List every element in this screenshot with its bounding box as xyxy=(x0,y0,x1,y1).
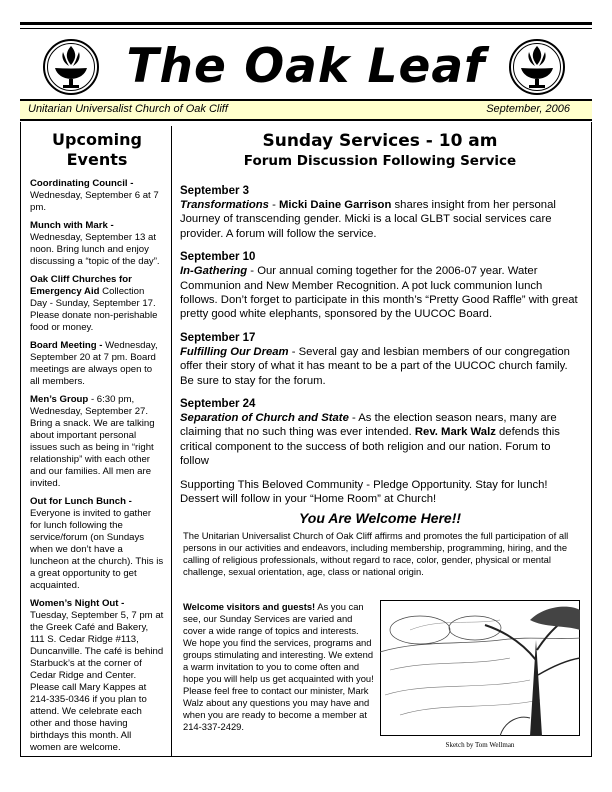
event-title: Coordinating Council - xyxy=(30,178,134,189)
event-title: Women’s Night Out - xyxy=(30,598,125,609)
visitors-lead: Welcome visitors and guests! xyxy=(183,601,316,612)
service-title: In-Gathering xyxy=(180,265,248,278)
service-date: September 17 xyxy=(180,331,256,344)
service-description xyxy=(180,198,580,241)
service-description xyxy=(180,264,580,322)
service-description xyxy=(180,345,580,388)
issue-date: September, 2006 xyxy=(486,103,570,115)
event-item xyxy=(30,178,164,214)
service-entry xyxy=(180,184,580,241)
service-description xyxy=(180,411,580,469)
visitors-text: As you can see, our Sunday Services are varied and cover a wide range of topics and interests. We hope you find the services, programs and groups stimulating and interesting. We extend a warm invitation to you to come often and hope you will help us get acquainted with you! Please feel free to contact our minister, Mark Walz about any questions you may have and when you are ready to become a member at 214-337-2429. xyxy=(183,601,374,732)
welcome-statement: The Unitarian Universalist Church of Oak Cliff affirms and promotes the full participation of all persons in our activities and endeavors, including membership, programming, hiring, and the calling of religious professionals, without regard to race, color, gender, physical or mental challenge, sexual orientation, age, class or national origin. xyxy=(183,530,569,577)
event-item xyxy=(30,496,164,592)
sunday-services-section xyxy=(180,130,580,507)
issue-banner xyxy=(20,99,592,121)
event-details: Tuesday, September 5, 7 pm at the Greek Café and Bakery, 111 S. Cedar Ridge #113, Duncanville. The café is behind Starbuck’s at the corner of Cedar Ridge and Center. Please call Mary Kappes at 214-335-0346 if you plan to attend. We celebrate each other and those having birthdays this month. All women are welcome. xyxy=(30,610,164,753)
welcome-heading: You Are Welcome Here!! xyxy=(298,510,462,526)
service-text: - xyxy=(268,199,279,211)
event-item xyxy=(30,394,164,490)
service-text: defends this critical component to the success of both religion and our nation. Forum to follow xyxy=(180,426,560,468)
service-entry xyxy=(180,331,580,388)
event-details: Wednesday, September 20 at 7 pm. Board meetings are always open to all members. xyxy=(30,340,158,387)
service-date: September 3 xyxy=(180,185,250,197)
service-entry xyxy=(180,250,580,322)
column-divider xyxy=(171,126,172,757)
service-date: September 24 xyxy=(180,398,256,411)
event-title: Board Meeting - xyxy=(30,340,103,351)
event-details: Collection Day - Sunday, September 17. Please donate non-perishable food or money. xyxy=(30,286,158,333)
upcoming-events-sidebar xyxy=(30,130,164,760)
events-list xyxy=(30,178,164,754)
masthead-rule xyxy=(20,22,592,25)
service-speaker: Micki Daine Garrison xyxy=(278,199,392,211)
event-details: Everyone is invited to gather for lunch following the service/forum (on Sundays when we don’t have a luncheon at the church). This is a great opportunity to get acquainted. xyxy=(30,508,164,591)
event-title: Men’s Group xyxy=(30,394,89,405)
service-text: - As the election season nears, many are claiming that no such thing was ever intended. xyxy=(180,412,557,439)
service-title: Transformations xyxy=(180,199,269,211)
flaming-chalice-icon xyxy=(508,38,566,96)
event-title: Oak Cliff Churches for Emergency Aid xyxy=(30,274,132,297)
service-text: shares insight from her personal Journey of transcending gender. Micki is a local GLBT social services care provider. A forum will follow the service. xyxy=(180,199,556,240)
sketch-caption: Sketch by Tom Wellman xyxy=(445,741,515,749)
event-details: Wednesday, September 6 at 7 pm. xyxy=(30,190,159,213)
service-text: - Several gay and lesbian members of our congregation offer their story of what it has meant to be a part of the UUCOC church family. Be sure to stay for the forum. xyxy=(180,345,570,387)
church-grounds-sketch xyxy=(380,600,580,736)
services-list xyxy=(180,184,580,469)
event-item xyxy=(30,274,164,334)
sidebar-heading: Upcoming Events xyxy=(52,130,142,169)
services-heading: Sunday Services - 10 am xyxy=(262,131,498,151)
service-speaker: Rev. Mark Walz xyxy=(414,426,496,439)
support-note: Supporting This Beloved Community - Pledge Opportunity. Stay for lunch! Dessert will follow in your “Home Room” at Church! xyxy=(180,478,548,506)
church-name: Unitarian Universalist Church of Oak Cliff xyxy=(28,103,228,115)
visitors-paragraph xyxy=(183,601,374,733)
flaming-chalice-icon xyxy=(42,38,100,96)
services-subheading: Forum Discussion Following Service xyxy=(243,153,517,169)
event-item xyxy=(30,340,164,388)
service-entry xyxy=(180,397,580,469)
service-title: Separation of Church and State xyxy=(180,412,349,425)
event-details: - 6:30 pm, Wednesday, September 27. Bring a snack. We are talking about important personal issues such as being in “right relationship” with each other and our families. All men are invited. xyxy=(30,394,155,489)
event-title: Munch with Mark - xyxy=(30,220,114,231)
service-date: September 10 xyxy=(180,251,256,264)
newsletter-title: The Oak Leaf xyxy=(126,39,486,94)
service-text: - Our annual coming together for the 2006-07 year. Water Communion and New Member Recognition. A pot luck communion lunch follows. Don’t forget to participate in this month’s “Pretty Good Raffle” with great pretty good white elephants, sponsored by the UUCOC Board. xyxy=(180,265,578,321)
masthead-rule-thin xyxy=(20,28,592,29)
event-details: Wednesday, September 13 at noon. Bring lunch and enjoy discussing a “topic of the day”. xyxy=(30,232,160,267)
service-title: Fulfilling Our Dream xyxy=(180,345,289,358)
event-item xyxy=(30,598,164,754)
event-item xyxy=(30,220,164,268)
event-title: Out for Lunch Bunch - xyxy=(30,496,132,507)
